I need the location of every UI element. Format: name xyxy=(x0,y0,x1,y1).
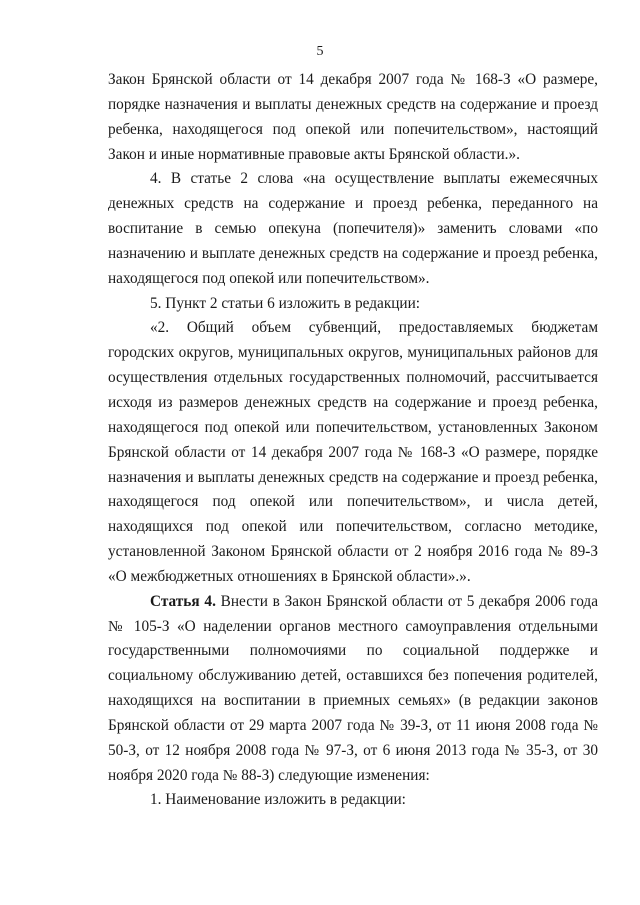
article-4-body: Внести в Закон Брянской области от 5 декабря 2006 года № 105-З «О наделении органов местного самоуправления отдельными государственными полномочиями по социальной поддержке и социальному обслуживанию детей, оставшихся без попечения родителей, находящихся на воспитании в приемных семьях» (в редакции законов Брянской области от 29 марта 2007 года № 39-З, от 11 июня 2008 года № 50-З, от 12 ноября 2008 года № 97-З, от 6 июня 2013 года № 35-З, от 30 ноября 2020 года № 88-З) следующие изменения: xyxy=(108,592,598,784)
article-4-heading: Статья 4. xyxy=(150,592,216,610)
paragraph-item-1: 1. Наименование изложить в редакции: xyxy=(150,791,406,809)
paragraph-item-5: 5. Пункт 2 статьи 6 изложить в редакции: xyxy=(150,294,421,312)
paragraph-subvention-quote: «2. Общий объем субвенций, предоставляемых бюджетам городских округов, муниципальных округов, муниципальных районов для осуществления отдельных государственных полномочий, рассчитывается исходя из размеров денежных средств на содержание и проезд ребенка, находящегося под опекой или попечительством, установленных Законом Брянской области от 14 декабря 2007 года № 168-З «О размере, порядке назначения и выплаты денежных средств на содержание и проезд ребенка, находящегося под опекой или попечительством», и числа детей, находящихся под опекой или попечительством, согласно методике, установленной Законом Брянской области от 2 ноября 2016 года № 89-З «О межбюджетных отношениях в Брянской области».». xyxy=(108,319,598,585)
paragraph-article-4 xyxy=(108,590,598,789)
page-number: 5 xyxy=(316,44,324,59)
paragraph-item-4: 4. В статье 2 слова «на осуществление выплаты ежемесячных денежных средств на содержание и проезд ребенка, переданного на воспитание в семью опекуна (попечителя)» заменить словами «по назначению и выплате денежных средств на содержание и проезд ребенка, находящегося под опекой или попечительством». xyxy=(108,170,598,287)
paragraph-law-continuation: Закон Брянской области от 14 декабря 2007 года № 168-З «О размере, порядке назначения и выплаты денежных средств на содержание и проезд ребенка, находящегося под опекой или попечительством», настоящий Закон и иные нормативные правовые акты Брянской области.». xyxy=(108,71,598,163)
document-body xyxy=(108,68,598,813)
